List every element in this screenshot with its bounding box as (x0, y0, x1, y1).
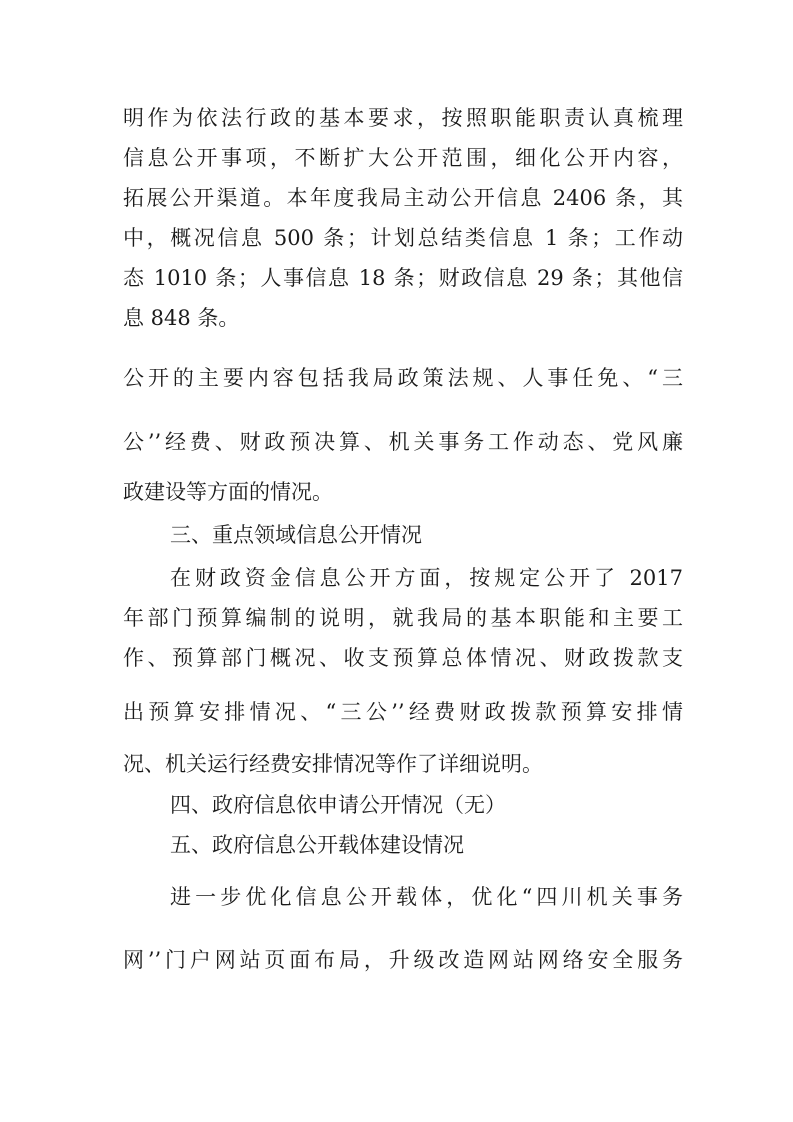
text-line: 信息公开事项，不断扩大公开范围，细化公开内容， (123, 146, 683, 170)
text-line: 公’’经费、财政预决算、机关事务工作动态、党风廉 (123, 430, 683, 454)
text-line: 进一步优化信息公开载体，优化“四川机关事务 (170, 885, 683, 909)
text-line: 明作为依法行政的基本要求，按照职能职责认真梳理 (123, 106, 683, 130)
text-line: 中，概况信息 500 条；计划总结类信息 1 条；工作动 (123, 226, 683, 250)
text-line: 态 1010 条；人事信息 18 条；财政信息 29 条；其他信 (123, 266, 683, 290)
text-line: 作、预算部门概况、收支预算总体情况、财政拨款支 (123, 646, 683, 670)
text-line: 拓展公开渠道。本年度我局主动公开信息 2406 条，其 (123, 186, 683, 210)
text-line: 出预算安排情况、“三公’’经费财政拨款预算安排情 (123, 700, 683, 724)
text-line: 公开的主要内容包括我局政策法规、人事任免、“三 (123, 366, 683, 390)
text-line: 息 848 条。 (123, 306, 240, 330)
text-line: 在财政资金信息公开方面，按规定公开了 2017 (170, 566, 683, 590)
text-line: 况、机关运行经费安排情况等作了详细说明。 (123, 752, 543, 776)
text-line: 年部门预算编制的说明，就我局的基本职能和主要工 (123, 606, 683, 630)
section-heading-5: 五、政府信息公开载体建设情况 (170, 833, 464, 857)
section-heading-4: 四、政府信息依申请公开情况（无） (170, 793, 506, 817)
text-line: 网’’门户网站页面布局，升级改造网站网络安全服务 (123, 948, 683, 972)
section-heading-3: 三、重点领域信息公开情况 (170, 523, 422, 547)
text-line: 政建设等方面的情况。 (123, 480, 333, 504)
